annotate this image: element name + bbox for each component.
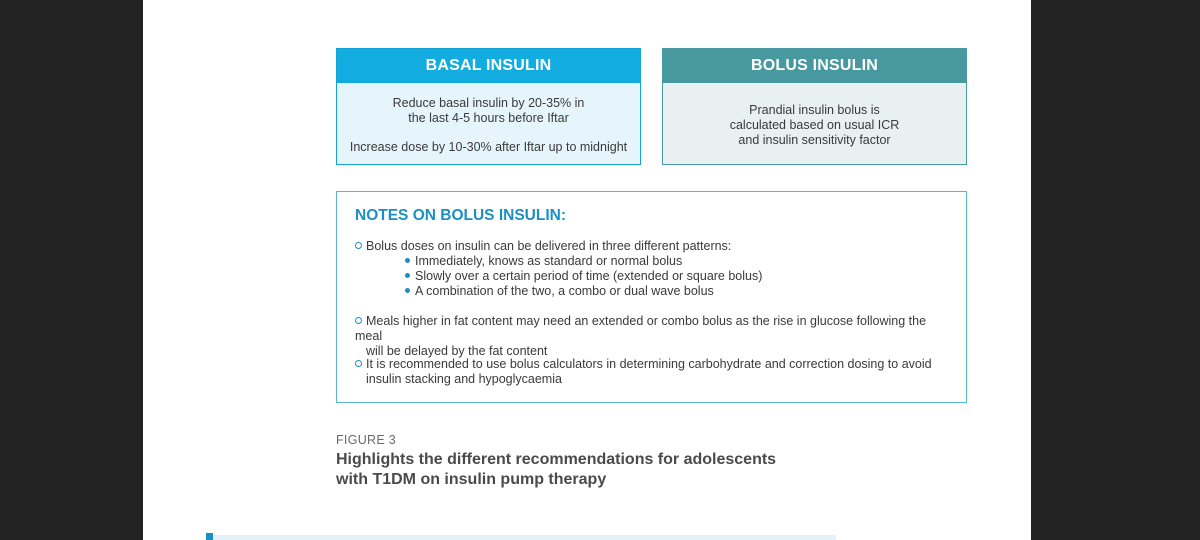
note-text: Bolus doses on insulin can be delivered in three different patterns: — [366, 239, 732, 253]
basal-line-2: the last 4-5 hours before Iftar — [408, 111, 569, 125]
basal-insulin-card — [336, 48, 641, 165]
ring-bullet-icon — [355, 317, 362, 324]
basal-insulin-body — [337, 83, 640, 155]
document-page — [143, 0, 1031, 540]
basal-line-3: Increase dose by 10-30% after Iftar up to midnight — [349, 140, 628, 154]
sub-item: A combination of the two, a combo or dual wave bolus — [405, 284, 955, 299]
basal-line-1: Reduce basal insulin by 20-35% in — [392, 96, 585, 110]
dot-bullet-icon — [405, 288, 410, 293]
sub-item: Immediately, knows as standard or normal bolus — [405, 254, 955, 269]
basal-insulin-title: BASAL INSULIN — [337, 49, 640, 83]
notes-box — [336, 191, 967, 403]
next-section-accent — [206, 533, 213, 540]
note-item: It is recommended to use bolus calculators in determining carbohydrate and correction dosing to avoid insulin stacking and hypoglycaemia — [355, 357, 955, 387]
bolus-line-3: and insulin sensitivity factor — [738, 133, 891, 147]
note-item — [355, 239, 955, 299]
dot-bullet-icon — [405, 258, 410, 263]
bolus-insulin-card — [662, 48, 967, 165]
next-section-box — [206, 535, 836, 540]
ring-bullet-icon — [355, 360, 362, 367]
figure-label: FIGURE 3 — [336, 433, 397, 447]
notes-title: NOTES ON BOLUS INSULIN: — [355, 207, 566, 224]
bolus-insulin-body — [663, 83, 966, 148]
bolus-line-2: calculated based on usual ICR — [729, 118, 900, 132]
bolus-line-1: Prandial insulin bolus is — [749, 103, 880, 117]
bolus-insulin-title: BOLUS INSULIN — [663, 49, 966, 83]
note-item: Meals higher in fat content may need an extended or combo bolus as the rise in glucose following the meal will be delayed by the fat content — [355, 314, 927, 358]
ring-bullet-icon — [355, 242, 362, 249]
figure-caption: Highlights the different recommendations for adolescents with T1DM on insulin pump therapy — [336, 451, 777, 488]
dot-bullet-icon — [405, 273, 410, 278]
sub-item: Slowly over a certain period of time (extended or square bolus) — [405, 269, 955, 284]
